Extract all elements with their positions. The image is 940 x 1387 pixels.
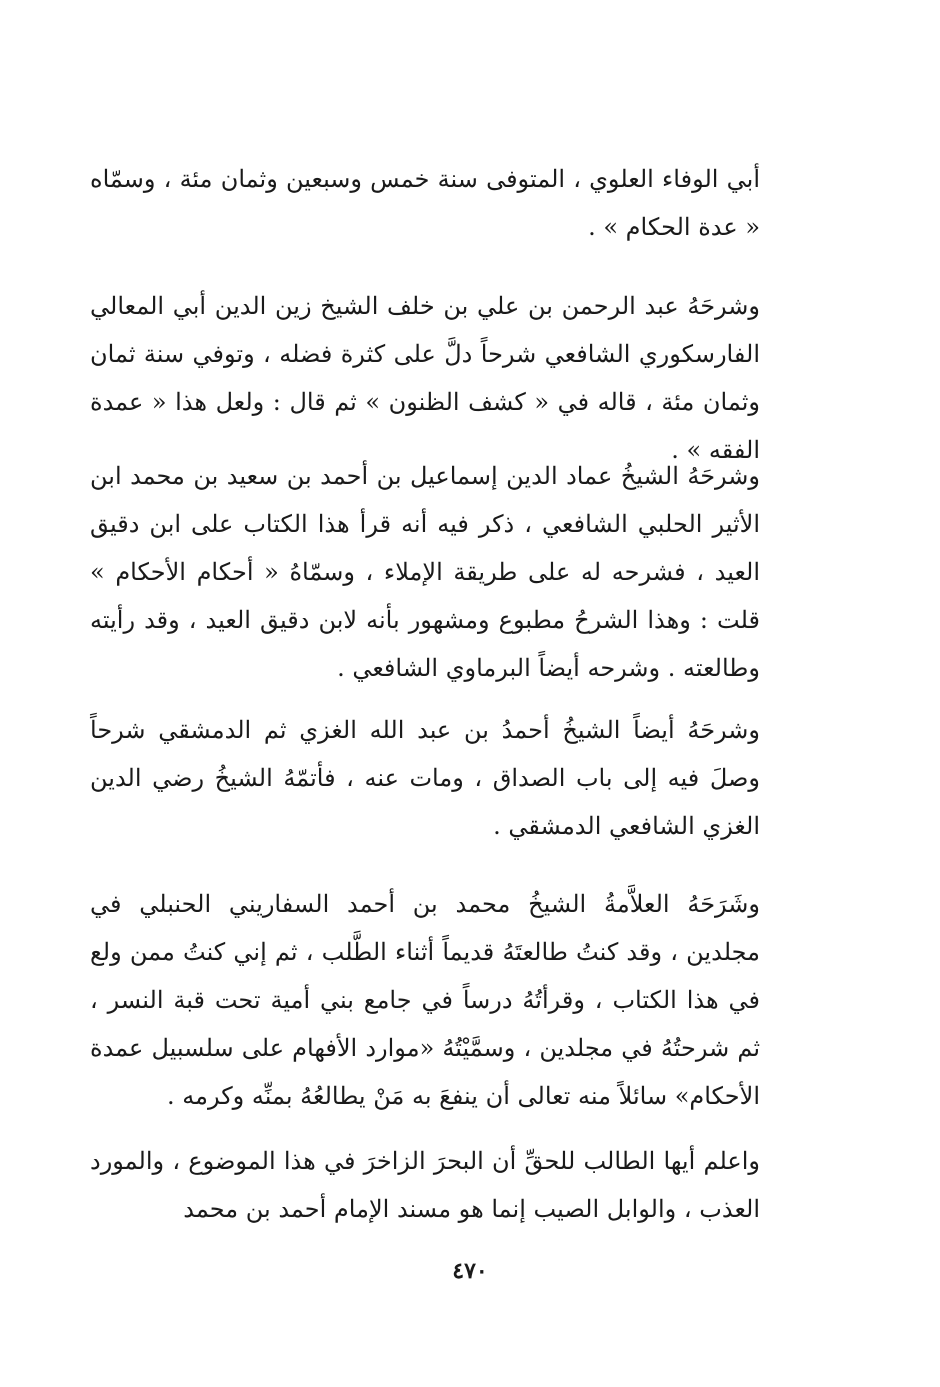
paragraph-3: وشرحَهُ الشيخُ عماد الدين إسماعيل بن أحمد بن سعيد بن محمد ابن الأثير الحلبي الشافعي ، ذكر فيه أنه قرأ هذا الكتاب على ابن دقيق العيد ، فشرحه له على طريقة الإملاء ، وسمّاهُ « أحكام الأحكام » قلت : وهذا الشرحُ مطبوع ومشهور بأنه لابن دقيق العيد ، وقد رأيته وطالعته . وشرحه أيضاً البرماوي الشافعي . [90,462,760,682]
paragraph-4: وشرحَهُ أيضاً الشيخُ أحمدُ بن عبد الله الغزي ثم الدمشقي شرحاً وصلَ فيه إلى باب الصداق ، ومات عنه ، فأتمّهُ الشيخُ رضي الدين الغزي الشافعي الدمشقي . [90,716,760,840]
paragraph-5: وشَرَحَهُ العلاَّمةُ الشيخُ محمد بن أحمد السفاريني الحنبلي في مجلدين ، وقد كنتُ طالعتَهُ قديماً أثناء الطَّلب ، ثم إني كنتُ ممن ولع في هذا الكتاب ، وقرأتُهُ درساً في جامع بني أمية تحت قبة النسر ، ثم شرحتُهُ في مجلدين ، وسمَّيْتُهُ «موارد الأفهام على سلسبيل عمدة الأحكام» سائلاً منه تعالى أن ينفعَ به مَنْ يطالعُهُ بمنِّه وكرمه . [90,890,760,1110]
paragraph-2: وشرحَهُ عبد الرحمن بن علي بن خلف الشيخ زين الدين أبي المعالي الفارسكوري الشافعي شرحاً دلَّ على كثرة فضله ، وتوفي سنة ثمان وثمان مئة ، قاله في « كشف الظنون » ثم قال : ولعل هذا « عمدة الفقه » . [90,292,760,464]
page-number: ٤٧٠ [452,1258,488,1284]
paragraph-1: أبي الوفاء العلوي ، المتوفى سنة خمس وسبعين وثمان مئة ، وسمّاه « عدة الحكام » . [90,165,761,241]
paragraph-6: واعلم أيها الطالب للحقِّ أن البحرَ الزاخرَ في هذا الموضوع ، والمورد العذب ، والوابل الصيب إنما هو مسند الإمام أحمد بن محمد [90,1147,760,1223]
